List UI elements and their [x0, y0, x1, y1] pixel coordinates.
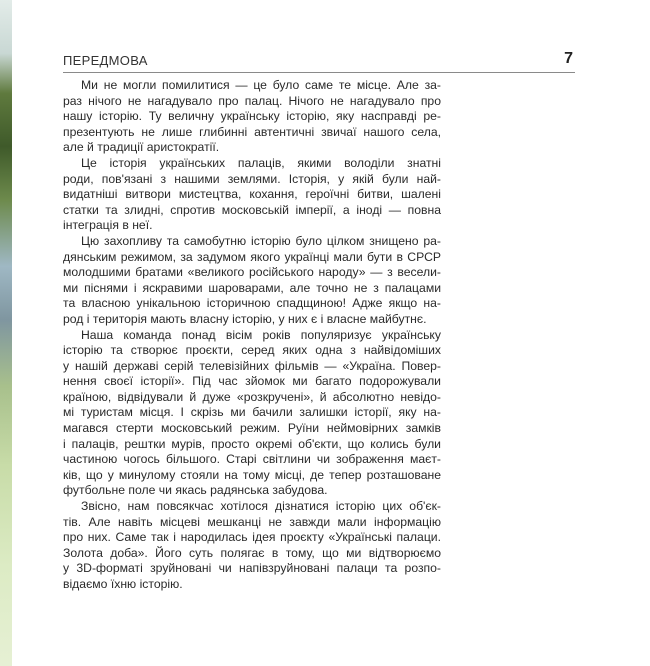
text-line: у нашій державі серій телевізійних фільмів — «Україна. Повер- [63, 358, 441, 373]
text-line: Ми не могли помилитися — це було саме те місце. Але за- [81, 78, 441, 92]
paragraph [63, 78, 441, 156]
text-line: відаємо їхню історію. [63, 577, 183, 591]
text-line: презентують не лише глибинні автентичні звичаї нашого села, [63, 124, 441, 139]
text-line: футбольне поле чи якась радянська забудова. [63, 483, 328, 498]
text-line: Це історія українських палаців, якими володіли знатні [81, 155, 441, 170]
text-line: род і територія мають власну історію, у них є і власне майбутнє. [63, 311, 427, 326]
text-line: дянським режимом, за задумом якого українці мали бути в СРСР [63, 249, 441, 264]
text-line: у 3D-форматі зруйновані чи напівзруйновані палаци та розпо- [63, 561, 441, 576]
text-line: Золота доба». Його суть полягає в тому, що ми відтворюємо [63, 545, 441, 560]
text-line: нення своєї історії». Під час зйомок ми багато подорожували [63, 374, 441, 389]
text-line: магався стерти московський режим. Руїни неймовірних замків [63, 421, 441, 436]
text-line: мі туристам місця. І скрізь ми бачили залишки історії, яку на- [63, 405, 441, 420]
text-line: видатніші витвори мистецтва, кохання, героїчні битви, шалені [63, 187, 441, 202]
text-line: Наша команда понад вісім років популяризує українську [81, 327, 441, 342]
body-text [63, 78, 441, 593]
text-line: статки та злидні, спротив московській імперії, а іноді — повна [63, 202, 441, 217]
paragraph [63, 156, 441, 234]
text-line: інтеграція в неї. [63, 218, 153, 233]
text-line: тів. Але навіть місцеві мешканці не завжди мали інформацію [63, 514, 441, 529]
text-line: країною, відвідували й дуже «розкручені», й абсолютно невідо- [63, 389, 441, 404]
page-number: 7 [564, 50, 573, 67]
text-line: про них. Саме так і народилась ідея проєкту «Українські палаци. [63, 530, 441, 545]
text-line: але й традиції аристократії. [63, 140, 220, 155]
running-header [63, 52, 575, 73]
text-line: раз нічого не нагадувало про палац. Нічого не нагадувало про [63, 93, 441, 108]
text-line: ків, що у минулому стояли на тому місці, де тепер розташоване [63, 467, 441, 482]
text-line: ми піснями і яскравими шароварами, але точно не з палацами [63, 280, 441, 295]
paragraph [63, 499, 441, 593]
text-line: молодшими братами «великого російського народу» — з весели- [63, 265, 441, 280]
text-line: та власною унікальною історичною спадщиною! Адже якщо на- [63, 296, 441, 311]
text-line: нашу історію. Ту величну українську історію, яку насправді ре- [63, 109, 441, 124]
text-line: і палаців, рештки мурів, просто окремі об'єкти, що колись були [63, 436, 441, 451]
text-line: Цю захопливу та самобутню історію було цілком знищено ра- [81, 233, 441, 248]
cover-image-edge [0, 0, 12, 666]
text-line: частиною чогось більшого. Старі світлини чи зображення маєт- [63, 452, 441, 467]
section-title: ПЕРЕДМОВА [63, 53, 148, 68]
text-line: історію та створює проєкти, серед яких одна з найвідоміших [63, 343, 441, 358]
paragraph [63, 328, 441, 500]
paragraph [63, 234, 441, 328]
text-line: Звісно, нам повсякчас хотілося дізнатися історію цих об'єк- [81, 499, 441, 514]
text-line: роди, пов'язані з нашими землями. Історія, у якій були най- [63, 171, 441, 186]
